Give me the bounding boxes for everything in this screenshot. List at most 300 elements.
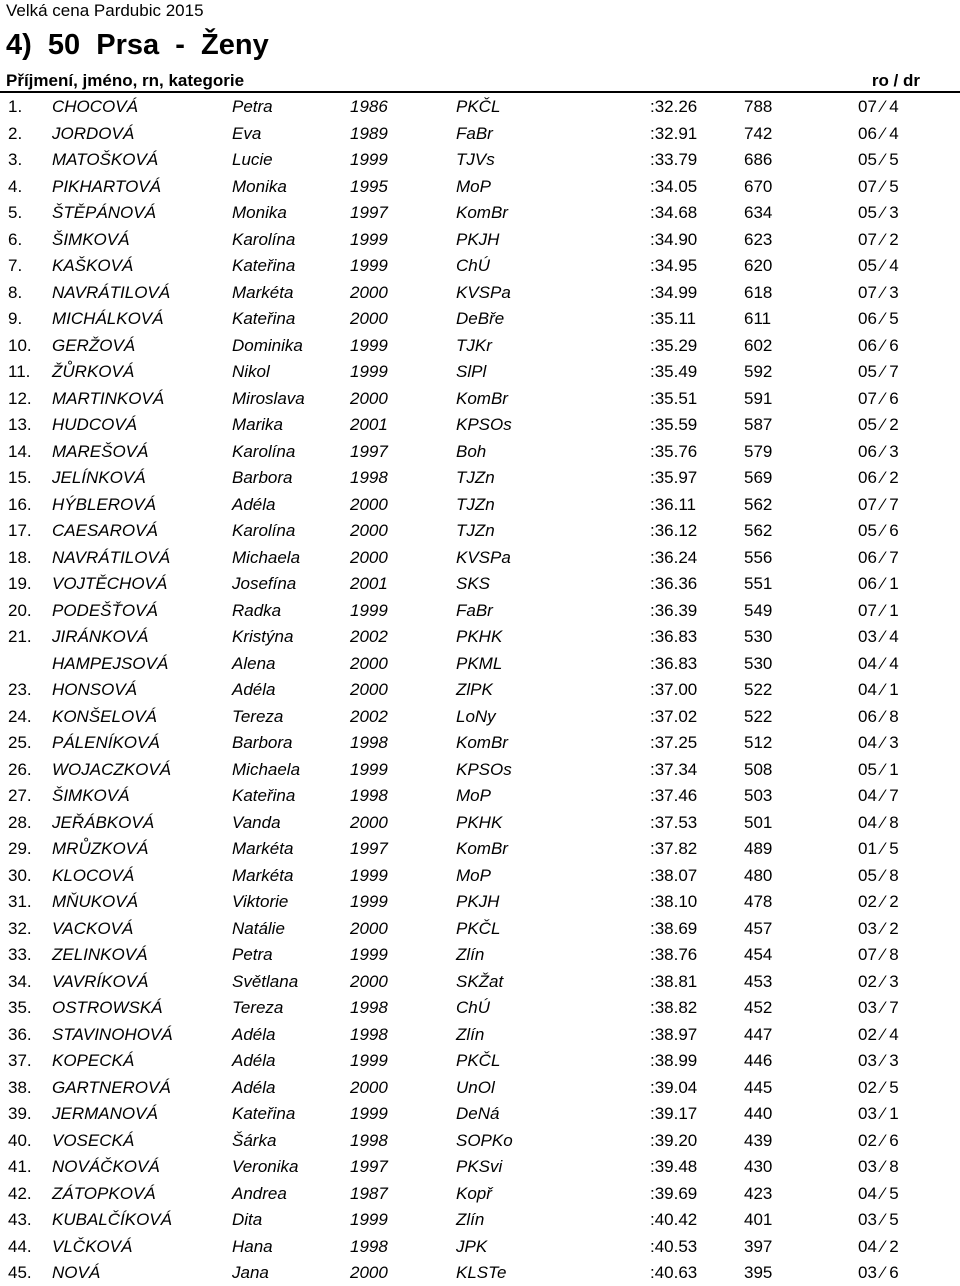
result-time: :37.25 — [650, 733, 698, 752]
result-row — [0, 1206, 960, 1233]
result-first-name: Kateřina — [232, 786, 296, 805]
result-surname: MŇUKOVÁ — [52, 892, 138, 911]
result-birth-year: 1998 — [350, 468, 388, 487]
result-club: FaBr — [456, 600, 493, 620]
result-time: :35.49 — [650, 362, 698, 381]
result-rank: 17. — [8, 521, 32, 540]
result-row — [0, 1153, 960, 1180]
result-row — [0, 358, 960, 385]
result-time: :39.20 — [650, 1130, 698, 1150]
result-row — [0, 888, 960, 915]
result-club: PKJH — [456, 892, 500, 911]
result-heat-lane: 02 ⁄ 6 — [858, 1130, 899, 1150]
result-birth-year: 1999 — [350, 1104, 388, 1123]
result-club: Kopř — [456, 1183, 492, 1203]
result-points: 623 — [744, 229, 773, 249]
result-surname: GERŽOVÁ — [52, 335, 136, 355]
result-time: :36.83 — [650, 627, 698, 646]
result-time: :40.42 — [650, 1210, 698, 1229]
result-birth-year: 1998 — [350, 998, 388, 1017]
result-rank: 5. — [8, 203, 23, 222]
result-row — [0, 676, 960, 703]
result-points: 602 — [744, 335, 773, 355]
result-birth-year: 1998 — [350, 733, 388, 752]
result-club: JPK — [456, 1236, 488, 1256]
result-row — [0, 252, 960, 279]
result-row — [0, 1021, 960, 1048]
result-birth-year: 1999 — [350, 256, 388, 275]
result-first-name: Andrea — [232, 1183, 287, 1203]
result-rank: 32. — [8, 918, 32, 938]
result-time: :35.97 — [650, 468, 698, 487]
result-heat-lane: 07 ⁄ 1 — [858, 600, 899, 620]
result-points: 562 — [744, 494, 773, 514]
result-time: :35.76 — [650, 441, 698, 461]
result-surname: ZÁTOPKOVÁ — [52, 1183, 156, 1203]
result-surname: KONŠELOVÁ — [52, 706, 157, 726]
result-rank: 43. — [8, 1210, 32, 1229]
result-first-name: Karolína — [232, 441, 296, 461]
result-surname: OSTROWSKÁ — [52, 998, 163, 1017]
result-rank: 29. — [8, 839, 32, 858]
result-row — [0, 305, 960, 332]
result-first-name: Světlana — [232, 971, 299, 991]
result-surname: ZELINKOVÁ — [52, 945, 148, 964]
results-header — [0, 69, 960, 93]
result-club: SKŽat — [456, 971, 504, 991]
result-club: LoNy — [456, 706, 496, 726]
result-surname: HONSOVÁ — [52, 680, 138, 699]
result-heat-lane: 04 ⁄ 2 — [858, 1236, 899, 1256]
result-row — [0, 199, 960, 226]
result-surname: HAMPEJSOVÁ — [52, 653, 169, 673]
result-row — [0, 120, 960, 147]
result-club: PKML — [456, 653, 503, 673]
result-surname: VLČKOVÁ — [52, 1236, 133, 1256]
result-birth-year: 2000 — [350, 521, 388, 540]
result-surname: VOJTĚCHOVÁ — [52, 574, 168, 593]
result-club: Zlín — [456, 1024, 485, 1044]
result-first-name: Petra — [232, 97, 273, 116]
result-surname: HUDCOVÁ — [52, 415, 138, 434]
result-heat-lane: 05 ⁄ 6 — [858, 521, 899, 540]
result-points: 634 — [744, 203, 773, 222]
result-points: 501 — [744, 812, 773, 832]
result-first-name: Kateřina — [232, 1104, 296, 1123]
result-row — [0, 411, 960, 438]
result-rank: 3. — [8, 150, 23, 169]
result-club: KomBr — [456, 733, 508, 752]
result-surname: WOJACZKOVÁ — [52, 759, 172, 779]
result-time: :35.11 — [650, 309, 697, 328]
result-surname: MRŮZKOVÁ — [52, 839, 149, 858]
result-points: 508 — [744, 759, 773, 779]
result-row — [0, 862, 960, 889]
result-row — [0, 703, 960, 730]
result-birth-year: 1999 — [350, 600, 388, 620]
result-rank: 19. — [8, 574, 32, 593]
result-heat-lane: 07 ⁄ 5 — [858, 176, 899, 196]
result-birth-year: 2002 — [350, 706, 388, 726]
result-row — [0, 173, 960, 200]
result-time: :37.82 — [650, 839, 698, 858]
result-surname: NAVRÁTILOVÁ — [52, 282, 171, 302]
result-points: 423 — [744, 1183, 773, 1203]
result-birth-year: 1999 — [350, 150, 388, 169]
result-heat-lane: 07 ⁄ 3 — [858, 282, 899, 302]
result-surname: ŽŮRKOVÁ — [52, 362, 135, 381]
result-club: SlPl — [456, 362, 487, 381]
result-time: :37.34 — [650, 759, 698, 779]
result-time: :36.11 — [650, 494, 697, 514]
result-club: PKHK — [456, 627, 503, 646]
result-surname: VACKOVÁ — [52, 918, 134, 938]
result-row — [0, 1180, 960, 1207]
header-heat-lane-label: ro / dr — [871, 71, 920, 90]
result-row — [0, 835, 960, 862]
result-row — [0, 279, 960, 306]
result-birth-year: 1987 — [350, 1183, 388, 1203]
result-birth-year: 1999 — [350, 362, 388, 381]
meet-title: Velká cena Pardubic 2015 — [6, 1, 204, 20]
result-birth-year: 1999 — [350, 759, 388, 779]
result-heat-lane: 07 ⁄ 4 — [858, 97, 899, 116]
result-heat-lane: 03 ⁄ 3 — [858, 1051, 899, 1070]
result-time: :32.26 — [650, 97, 698, 116]
result-surname: MICHÁLKOVÁ — [52, 309, 164, 328]
result-points: 551 — [744, 574, 773, 593]
result-time: :34.95 — [650, 256, 698, 275]
result-first-name: Barbora — [232, 468, 293, 487]
result-surname: PÁLENÍKOVÁ — [52, 733, 160, 752]
result-first-name: Alena — [232, 653, 276, 673]
result-surname: MAREŠOVÁ — [52, 441, 149, 461]
result-rank: 6. — [8, 229, 23, 249]
result-row — [0, 809, 960, 836]
result-first-name: Karolína — [232, 521, 296, 540]
result-birth-year: 1999 — [350, 945, 388, 964]
result-heat-lane: 03 ⁄ 7 — [858, 998, 899, 1017]
result-row — [0, 994, 960, 1021]
result-surname: JIRÁNKOVÁ — [52, 627, 149, 646]
result-rank: 33. — [8, 945, 32, 964]
result-rank: 40. — [8, 1130, 32, 1150]
result-club: UnOl — [456, 1077, 495, 1097]
result-points: 489 — [744, 839, 773, 858]
result-time: :39.17 — [650, 1104, 698, 1123]
result-surname: CAESAROVÁ — [52, 521, 158, 540]
result-row — [0, 1259, 960, 1286]
result-birth-year: 2000 — [350, 388, 388, 408]
result-heat-lane: 05 ⁄ 2 — [858, 415, 899, 434]
result-rank: 23. — [8, 680, 32, 699]
result-birth-year: 2000 — [350, 918, 388, 938]
result-birth-year: 1989 — [350, 123, 388, 143]
result-rank: 8. — [8, 282, 23, 302]
result-first-name: Markéta — [232, 282, 294, 302]
result-points: 452 — [744, 998, 773, 1017]
result-time: :39.04 — [650, 1077, 698, 1097]
result-first-name: Petra — [232, 945, 273, 964]
result-rank: 2. — [8, 123, 23, 143]
result-birth-year: 1999 — [350, 335, 388, 355]
result-club: TJZn — [456, 468, 495, 487]
result-row — [0, 146, 960, 173]
result-points: 670 — [744, 176, 773, 196]
result-heat-lane: 05 ⁄ 4 — [858, 256, 899, 275]
result-birth-year: 2000 — [350, 812, 388, 832]
result-surname: MARTINKOVÁ — [52, 388, 165, 408]
result-rank: 41. — [8, 1157, 32, 1176]
result-club: KLSTe — [456, 1263, 507, 1282]
result-club: SKS — [456, 574, 491, 593]
result-time: :38.10 — [650, 892, 698, 911]
result-points: 401 — [744, 1210, 773, 1229]
result-club: TJVs — [456, 150, 495, 169]
result-points: 742 — [744, 123, 773, 143]
result-rank: 26. — [8, 759, 32, 779]
result-birth-year: 1995 — [350, 176, 388, 196]
result-first-name: Michaela — [232, 547, 301, 567]
result-club: Zlín — [456, 1210, 485, 1229]
result-first-name: Eva — [232, 123, 262, 143]
result-rank: 36. — [8, 1024, 32, 1044]
result-club: KVSPa — [456, 547, 511, 567]
result-time: :38.99 — [650, 1051, 698, 1070]
result-time: :35.59 — [650, 415, 698, 434]
result-birth-year: 1997 — [350, 839, 388, 858]
result-birth-year: 1998 — [350, 786, 388, 805]
result-points: 620 — [744, 256, 773, 275]
result-time: :34.90 — [650, 229, 698, 249]
result-time: :40.63 — [650, 1263, 698, 1282]
result-surname: CHOCOVÁ — [52, 97, 138, 116]
result-heat-lane: 07 ⁄ 2 — [858, 229, 899, 249]
result-birth-year: 2000 — [350, 1263, 388, 1282]
result-birth-year: 2000 — [350, 282, 388, 302]
result-birth-year: 2000 — [350, 494, 388, 514]
result-birth-year: 1998 — [350, 1236, 388, 1256]
result-birth-year: 1999 — [350, 229, 388, 249]
result-rank: 13. — [8, 415, 32, 434]
result-first-name: Veronika — [232, 1157, 299, 1176]
result-surname: MATOŠKOVÁ — [52, 150, 159, 169]
result-heat-lane: 04 ⁄ 7 — [858, 786, 899, 805]
result-rank: 45. — [8, 1263, 32, 1282]
result-heat-lane: 03 ⁄ 6 — [858, 1263, 899, 1282]
result-rank: 15. — [8, 468, 32, 487]
result-points: 591 — [744, 388, 773, 408]
result-first-name: Karolína — [232, 229, 296, 249]
result-row — [0, 915, 960, 942]
result-points: 454 — [744, 945, 773, 964]
result-time: :38.81 — [650, 971, 698, 991]
result-club: MoP — [456, 786, 491, 805]
result-first-name: Šárka — [232, 1130, 277, 1150]
result-first-name: Tereza — [232, 706, 284, 726]
result-first-name: Tereza — [232, 998, 284, 1017]
result-surname: ŠIMKOVÁ — [52, 229, 130, 249]
result-points: 522 — [744, 706, 773, 726]
result-row — [0, 1074, 960, 1101]
result-heat-lane: 04 ⁄ 4 — [858, 653, 899, 673]
result-rank: 27. — [8, 786, 32, 805]
result-rank: 7. — [8, 256, 23, 275]
result-club: ChÚ — [456, 998, 491, 1017]
result-first-name: Hana — [232, 1236, 273, 1256]
result-birth-year: 1986 — [350, 97, 388, 116]
result-rank: 35. — [8, 998, 32, 1017]
result-first-name: Michaela — [232, 759, 301, 779]
result-row — [0, 597, 960, 624]
result-club: ChÚ — [456, 256, 491, 275]
result-surname: VAVRÍKOVÁ — [52, 971, 149, 991]
result-first-name: Monika — [232, 176, 287, 196]
result-club: MoP — [456, 176, 491, 196]
result-rank: 11. — [8, 362, 31, 381]
result-heat-lane: 06 ⁄ 6 — [858, 335, 899, 355]
result-birth-year: 1998 — [350, 1024, 388, 1044]
result-club: PKČL — [456, 1051, 501, 1070]
result-club: PKČL — [456, 918, 501, 938]
result-club: TJZn — [456, 521, 495, 540]
result-first-name: Markéta — [232, 865, 294, 885]
result-rank: 18. — [8, 547, 32, 567]
result-club: ZlPK — [456, 680, 493, 699]
result-heat-lane: 05 ⁄ 7 — [858, 362, 899, 381]
result-time: :34.68 — [650, 203, 698, 222]
result-heat-lane: 03 ⁄ 5 — [858, 1210, 899, 1229]
result-first-name: Dominika — [232, 335, 303, 355]
result-surname: PIKHARTOVÁ — [52, 176, 161, 196]
result-first-name: Josefína — [232, 574, 297, 593]
result-time: :38.76 — [650, 945, 698, 964]
result-first-name: Jana — [232, 1263, 269, 1282]
result-first-name: Vanda — [232, 812, 281, 832]
result-points: 397 — [744, 1236, 773, 1256]
result-points: 587 — [744, 415, 773, 434]
result-birth-year: 2000 — [350, 680, 388, 699]
result-rank: 16. — [8, 494, 32, 514]
result-surname: JERMANOVÁ — [52, 1104, 158, 1123]
result-points: 447 — [744, 1024, 773, 1044]
result-time: :36.12 — [650, 521, 698, 540]
result-heat-lane: 04 ⁄ 5 — [858, 1183, 899, 1203]
result-row — [0, 226, 960, 253]
result-first-name: Lucie — [232, 150, 273, 169]
result-heat-lane: 06 ⁄ 3 — [858, 441, 899, 461]
result-row — [0, 332, 960, 359]
result-first-name: Adéla — [232, 494, 276, 514]
result-time: :38.82 — [650, 998, 698, 1017]
result-heat-lane: 04 ⁄ 1 — [858, 680, 899, 699]
result-club: KPSOs — [456, 759, 512, 779]
result-heat-lane: 06 ⁄ 2 — [858, 468, 899, 487]
result-rank: 20. — [8, 600, 32, 620]
result-birth-year: 1999 — [350, 892, 388, 911]
result-heat-lane: 06 ⁄ 4 — [858, 123, 899, 143]
result-birth-year: 1999 — [350, 1051, 388, 1070]
result-surname: JORDOVÁ — [52, 123, 135, 143]
result-club: PKHK — [456, 812, 503, 832]
result-time: :38.97 — [650, 1024, 698, 1044]
result-club: KPSOs — [456, 415, 512, 434]
result-first-name: Natálie — [232, 918, 285, 938]
result-row — [0, 1127, 960, 1154]
result-club: MoP — [456, 865, 491, 885]
result-surname: GARTNEROVÁ — [52, 1077, 171, 1097]
result-points: 530 — [744, 627, 773, 646]
result-first-name: Miroslava — [232, 388, 305, 408]
result-club: FaBr — [456, 123, 493, 143]
result-heat-lane: 04 ⁄ 3 — [858, 733, 899, 752]
result-time: :38.69 — [650, 918, 698, 938]
result-row — [0, 491, 960, 518]
result-time: :39.48 — [650, 1157, 698, 1176]
result-birth-year: 1997 — [350, 441, 388, 461]
result-row — [0, 729, 960, 756]
result-rank: 24. — [8, 706, 32, 726]
result-row — [0, 1233, 960, 1260]
result-heat-lane: 06 ⁄ 5 — [858, 309, 899, 328]
result-birth-year: 2000 — [350, 1077, 388, 1097]
result-row — [0, 782, 960, 809]
result-points: 788 — [744, 97, 773, 116]
result-birth-year: 2000 — [350, 653, 388, 673]
result-birth-year: 2001 — [350, 415, 388, 434]
result-time: :36.24 — [650, 547, 698, 567]
result-club: DeBře — [456, 309, 505, 328]
result-points: 453 — [744, 971, 773, 991]
result-points: 480 — [744, 865, 773, 885]
result-birth-year: 2001 — [350, 574, 388, 593]
result-row — [0, 93, 960, 120]
result-heat-lane: 07 ⁄ 8 — [858, 945, 899, 964]
result-heat-lane: 06 ⁄ 7 — [858, 547, 899, 567]
result-time: :37.02 — [650, 706, 698, 726]
result-heat-lane: 02 ⁄ 5 — [858, 1077, 899, 1097]
result-surname: KUBALČÍKOVÁ — [52, 1210, 172, 1229]
result-birth-year: 2000 — [350, 971, 388, 991]
result-first-name: Viktorie — [232, 892, 289, 911]
result-rank: 14. — [8, 441, 32, 461]
result-surname: NOVÁ — [52, 1263, 101, 1282]
result-surname: STAVINOHOVÁ — [52, 1024, 173, 1044]
result-time: :36.83 — [650, 653, 698, 673]
result-heat-lane: 05 ⁄ 5 — [858, 150, 899, 169]
result-row — [0, 385, 960, 412]
result-rank: 4. — [8, 176, 23, 196]
result-club: KomBr — [456, 203, 508, 222]
result-time: :36.39 — [650, 600, 698, 620]
result-row — [0, 623, 960, 650]
result-first-name: Radka — [232, 600, 282, 620]
result-birth-year: 1999 — [350, 865, 388, 885]
result-surname: VOSECKÁ — [52, 1130, 135, 1150]
result-time: :35.51 — [650, 388, 698, 408]
result-row — [0, 756, 960, 783]
result-first-name: Marika — [232, 415, 284, 434]
result-club: DeNá — [456, 1104, 500, 1123]
result-rank: 37. — [8, 1051, 32, 1070]
result-time: :37.00 — [650, 680, 698, 699]
result-surname: KAŠKOVÁ — [52, 256, 134, 275]
result-time: :36.36 — [650, 574, 698, 593]
result-heat-lane: 07 ⁄ 6 — [858, 388, 899, 408]
result-rank: 10. — [8, 335, 32, 355]
result-heat-lane: 03 ⁄ 1 — [858, 1104, 899, 1123]
result-heat-lane: 04 ⁄ 8 — [858, 812, 899, 832]
